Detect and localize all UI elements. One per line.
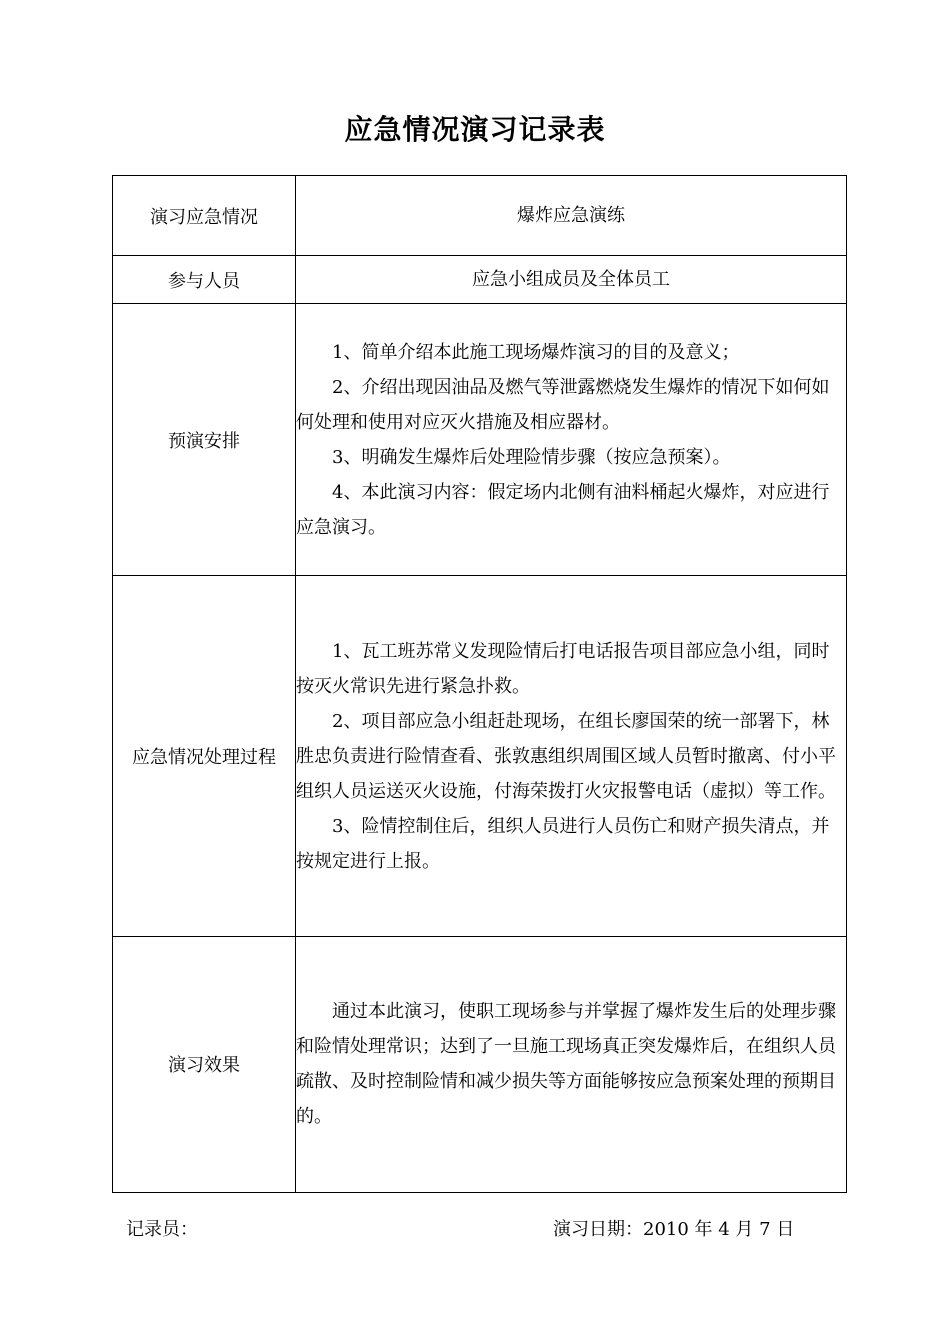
drill-record-table: [112, 175, 847, 1193]
process-item: 2、项目部应急小组赶赴现场，在组长廖国荣的统一部署下，林胜忠负责进行险情查看、张敦惠组织周围区域人员暂时撤离、付小平组织人员运送灭火设施，付海荣拨打火灾报警电话（虚拟）等工作。: [296, 710, 836, 802]
plan-item: 4、本此演习内容：假定场内北侧有油料桶起火爆炸，对应进行应急演习。: [296, 481, 830, 538]
drill-effect-content: [296, 936, 847, 1192]
drill-date: 演习日期：2010 年 4 月 7 日: [553, 1219, 795, 1240]
table-row: [113, 936, 847, 1192]
plan-item: 3、明确发生爆炸后处理险情步骤（按应急预案）。: [332, 446, 731, 468]
row-label-participants: 参与人员: [113, 256, 296, 304]
page-title: 应急情况演习记录表: [344, 113, 606, 146]
process-item: 3、险情控制住后，组织人员进行人员伤亡和财产损失清点，并按规定进行上报。: [296, 815, 830, 872]
row-label-drill-effect: 演习效果: [113, 936, 296, 1192]
drill-situation-value: 爆炸应急演练: [296, 176, 847, 256]
row-label-rehearsal-plan: 预演安排: [113, 304, 296, 576]
table-row: [113, 176, 847, 256]
table-row: [113, 304, 847, 576]
plan-item: 2、介绍出现因油品及燃气等泄露燃烧发生爆炸的情况下如何如何处理和使用对应灭火措施及相应器材。: [296, 376, 830, 433]
handling-process-content: [296, 576, 847, 936]
rehearsal-plan-content: [296, 304, 847, 576]
row-label-handling-process: 应急情况处理过程: [113, 576, 296, 936]
row-label-drill-situation: 演习应急情况: [113, 176, 296, 256]
table-row: [113, 576, 847, 936]
recorder-label: 记录员：: [126, 1219, 198, 1240]
table-row: [113, 256, 847, 304]
effect-text: 通过本此演习，使职工现场参与并掌握了爆炸发生后的处理步骤和险情处理常识；达到了一旦施工现场真正突发爆炸后，在组织人员疏散、及时控制险情和减少损失等方面能够按应急预案处理的预期目的。: [296, 1001, 836, 1128]
process-item: 1、瓦工班苏常义发现险情后打电话报告项目部应急小组，同时按灭火常识先进行紧急扑救。: [296, 640, 830, 697]
plan-item: 1、简单介绍本此施工现场爆炸演习的目的及意义；: [332, 341, 740, 363]
participants-value: 应急小组成员及全体员工: [296, 256, 847, 304]
